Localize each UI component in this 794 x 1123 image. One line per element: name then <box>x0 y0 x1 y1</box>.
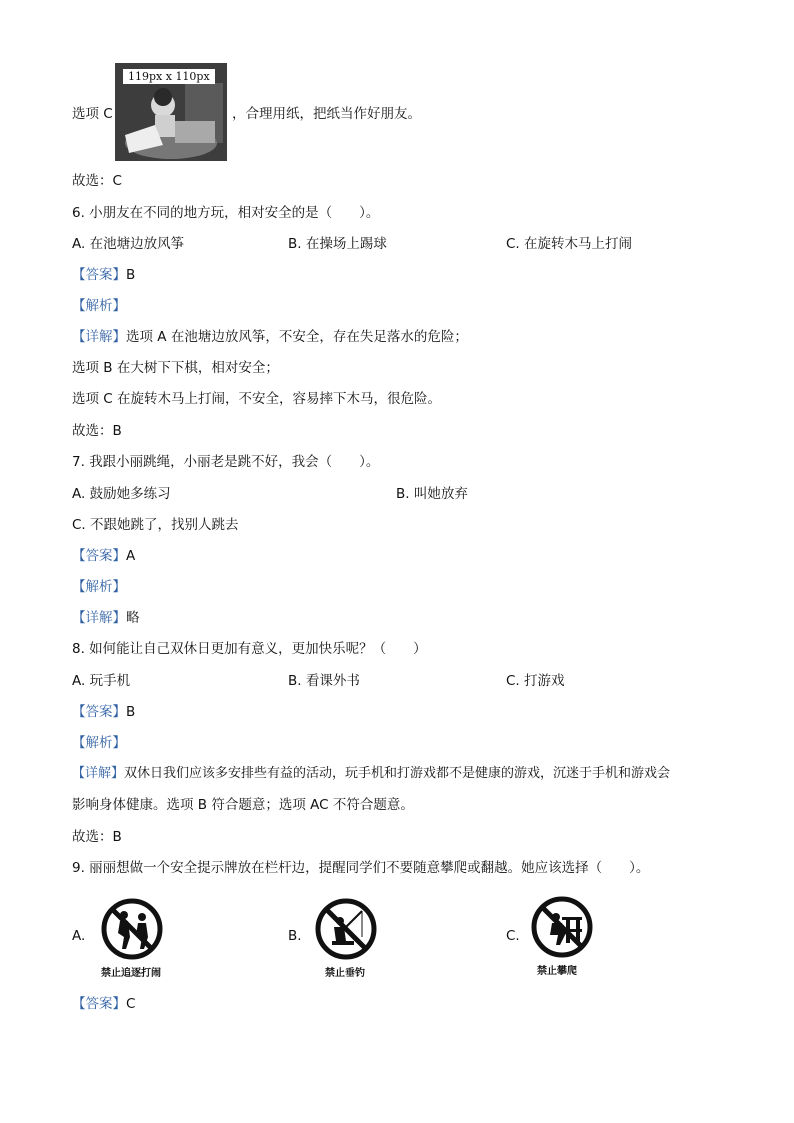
sign-caption-b-visible: 禁止垂钓 <box>325 968 365 979</box>
q6-conclusion: 故选：B <box>72 423 122 439</box>
no-fishing-sign-icon <box>314 897 378 961</box>
option-c-prefix: 选项 C <box>72 106 113 122</box>
q7-detail <box>72 609 140 627</box>
q8-detail-1 <box>72 765 670 783</box>
q8-option-c: C. 打游戏 <box>506 673 565 689</box>
paper-use-photo <box>115 63 227 161</box>
q6-option-a: A. 在池塘边放风筝 <box>72 236 185 252</box>
q6-option-b: B. 在操场上踢球 <box>288 236 387 252</box>
question-8: 8. 如何能让自己双休日更加有意义，更加快乐呢？（ ） <box>72 641 427 657</box>
detail-label: 【详解】 <box>72 766 125 781</box>
answer-label: 【答案】 <box>72 704 126 720</box>
no-climbing-sign-icon <box>530 895 594 959</box>
question-6: 6. 小朋友在不同的地方玩，相对安全的是（ ）。 <box>72 205 380 221</box>
answer-label: 【答案】 <box>72 996 126 1012</box>
q8-answer <box>72 703 135 721</box>
image-size-tag: 119px x 110px <box>123 69 215 84</box>
q8-option-a: A. 玩手机 <box>72 673 131 689</box>
sign-caption-c: 禁止攀爬 <box>537 966 577 977</box>
q6-detail-2: 选项 B 在大树下下棋，相对安全； <box>72 360 279 376</box>
q7-answer <box>72 547 135 565</box>
q8-option-b: B. 看课外书 <box>288 673 360 689</box>
option-c-suffix: ，合理用纸，把纸当作好朋友。 <box>232 106 421 122</box>
q7-option-a: A. 鼓励她多练习 <box>72 486 171 502</box>
q9-option-b-letter: B. <box>288 928 302 944</box>
q6-option-c: C. 在旋转木马上打闹 <box>506 236 633 252</box>
answer-value: A <box>126 548 136 564</box>
q8-conclusion: 故选：B <box>72 829 122 845</box>
q9-option-a-letter: A. <box>72 928 86 944</box>
q8-detail-2: 影响身体健康。选项 B 符合题意；选项 AC 不符合题意。 <box>72 797 414 813</box>
answer-label: 【答案】 <box>72 548 126 564</box>
q8-analysis-label: 【解析】 <box>72 735 126 751</box>
answer-value: B <box>126 704 136 720</box>
q7-option-b: B. 叫她放弃 <box>396 486 468 502</box>
q9-answer <box>72 995 135 1013</box>
answer-label: 【答案】 <box>72 267 126 283</box>
detail-label: 【详解】 <box>72 610 126 626</box>
answer-value: C <box>126 996 136 1012</box>
q6-detail-3: 选项 C 在旋转木马上打闹，不安全，容易摔下木马，很危险。 <box>72 391 442 407</box>
detail-text: 双休日我们应该多安排些有益的活动，玩手机和打游戏都不是健康的游戏，沉迷于手机和游戏会 <box>124 766 671 781</box>
detail-text: 略 <box>126 610 140 626</box>
q7-analysis-label: 【解析】 <box>72 579 126 595</box>
sign-caption-a: 禁止追逐打闹 <box>101 968 161 979</box>
question-9: 9. 丽丽想做一个安全提示牌放在栏杆边，提醒同学们不要随意攀爬或翻越。她应该选择（ ）。 <box>72 860 650 876</box>
q6-analysis-label: 【解析】 <box>72 298 126 314</box>
question-7: 7. 我跟小丽跳绳，小丽老是跳不好，我会（ ）。 <box>72 454 380 470</box>
no-chasing-sign-icon <box>100 897 164 961</box>
q6-detail-1 <box>72 328 468 346</box>
q6-answer <box>72 266 135 284</box>
detail-text: 选项 A 在池塘边放风筝，不安全，存在失足落水的危险； <box>126 329 468 345</box>
q7-option-c: C. 不跟她跳了，找别人跳去 <box>72 517 239 533</box>
conclusion-top: 故选：C <box>72 173 122 189</box>
detail-label: 【详解】 <box>72 329 126 345</box>
answer-value: B <box>126 267 136 283</box>
q9-option-c-letter: C. <box>506 928 520 944</box>
